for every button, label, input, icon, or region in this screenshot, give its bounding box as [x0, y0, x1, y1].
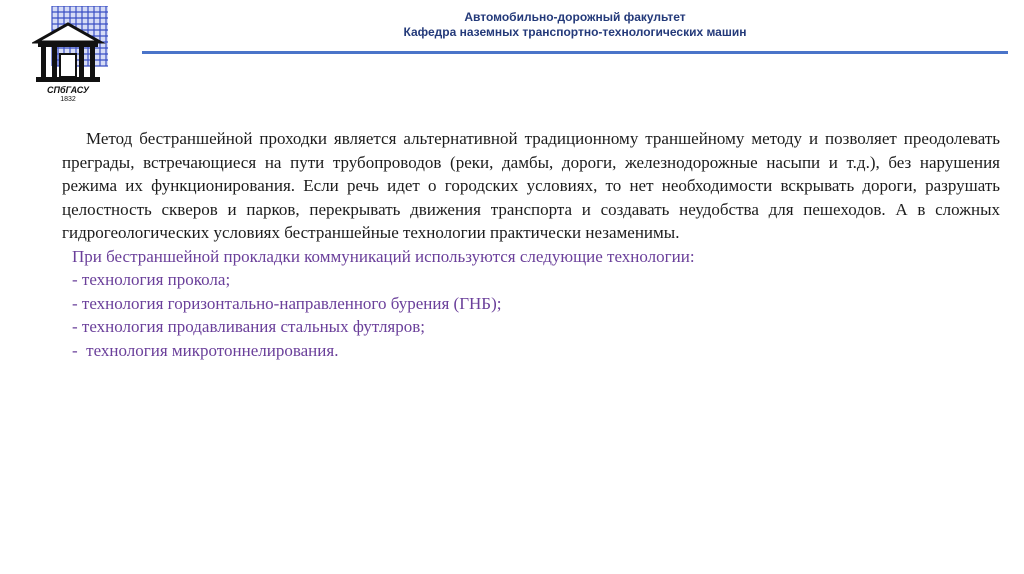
- logo-caption: СПбГАСУ: [47, 85, 89, 95]
- intro-paragraph: Метод бестраншейной проходки является альтернативной традиционному траншейному методу и позволяет преодолевать преграды, встречающиеся на пути трубопроводов (реки, дамбы, дороги, железнодорожные насыпи и т.д.), без нарушения режима их функционирования. Если речь идет о городских условиях, то нет необходимости вскрывать дороги, разрушать целостность скверов и парков, перекрывать движения транспорта и создавать неудобства для пешеходов. А в сложных гидрогеологических условиях бестраншейные технологии практически незаменимы.: [62, 129, 1000, 242]
- faculty-title: Автомобильно-дорожный факультет: [464, 10, 686, 24]
- department-title: Кафедра наземных транспортно-технологических машин: [403, 25, 747, 39]
- technologies-intro: При бестраншейной прокладки коммуникаций используются следующие технологии:: [72, 246, 695, 266]
- slide-body: [62, 127, 1000, 362]
- technology-item: - технология продавливания стальных футляров;: [72, 317, 425, 336]
- logo-year: 1832: [60, 96, 76, 102]
- university-logo-icon: [32, 6, 108, 102]
- university-logo: [32, 6, 108, 102]
- technology-item: - технология микротоннелирования.: [72, 340, 339, 360]
- slide-header: [140, 10, 1010, 40]
- technology-item: - технология прокола;: [72, 270, 231, 289]
- header-divider: [142, 51, 1008, 54]
- technology-item: - технология горизонтально-направленного бурения (ГНБ);: [72, 293, 502, 313]
